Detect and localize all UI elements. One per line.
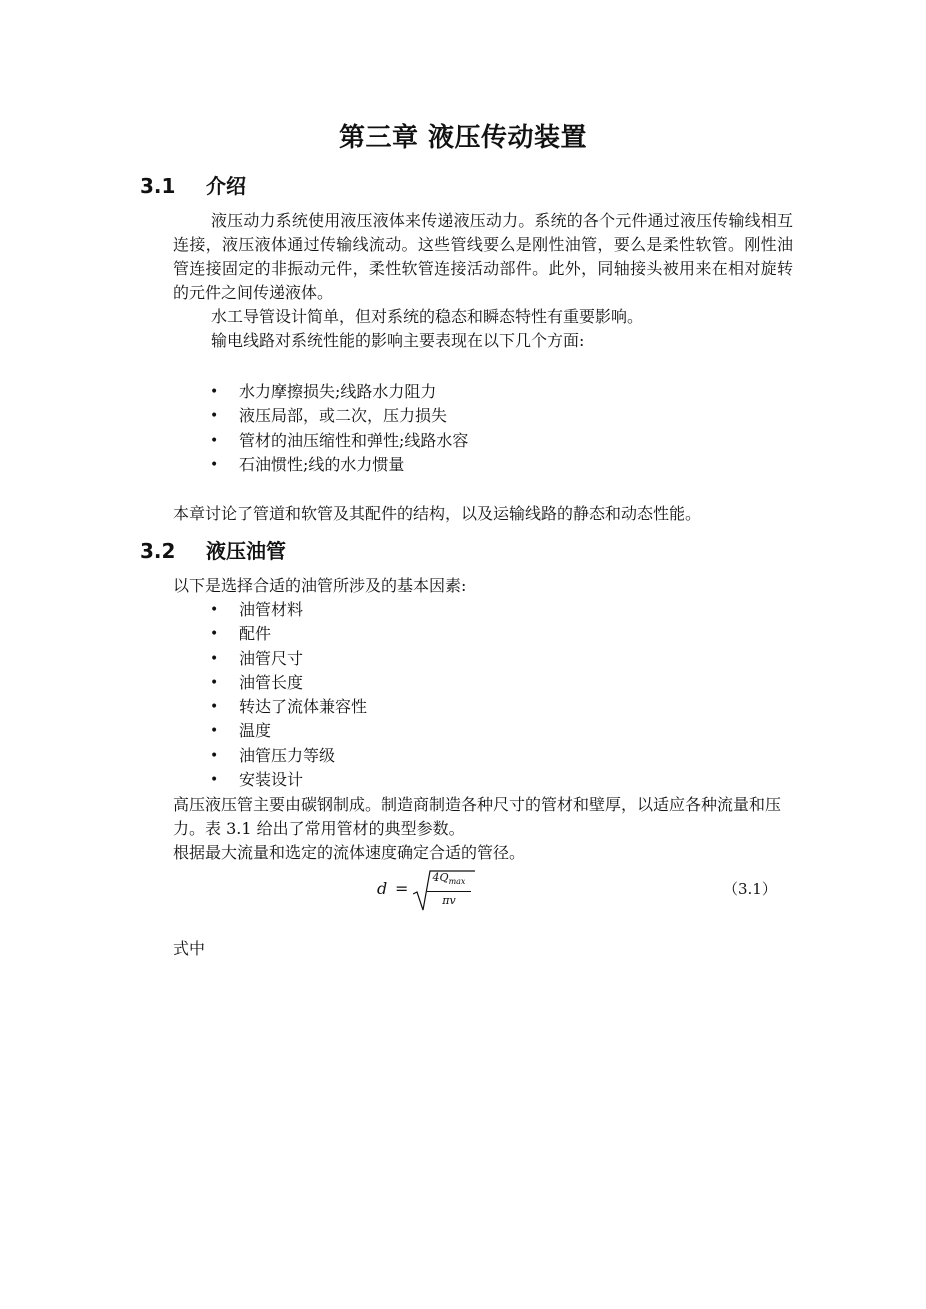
bullet-icon: • xyxy=(210,456,219,473)
bullet-icon: • xyxy=(210,723,219,740)
equation-fraction xyxy=(427,871,471,908)
list-item: • 油管压力等级 xyxy=(210,744,367,768)
bullet-icon: • xyxy=(210,432,219,449)
where-label: 式中 xyxy=(173,939,206,958)
chapter-summary: 本章讨论了管道和软管及其配件的结构，以及运输线路的静态和动态性能。 xyxy=(173,504,702,523)
bullet-icon: • xyxy=(210,408,219,425)
section-title: 介绍 xyxy=(206,174,246,198)
bullet-icon: • xyxy=(210,602,219,618)
list-item: • 管材的油压缩性和弹性;线路水容 xyxy=(210,429,468,453)
list-item: • 水力摩擦损失;线路水力阻力 xyxy=(210,380,468,404)
section-number: 3.2 xyxy=(140,539,176,563)
intro-paragraphs xyxy=(173,209,793,353)
paragraph: 高压液压管主要由碳钢制成。制造商制造各种尺寸的管材和壁厚，以适应各种流量和压力。表 3.1 给出了常用管材的典型参数。 xyxy=(173,795,782,838)
list-item: • 油管材料 xyxy=(210,598,367,622)
paragraph: 根据最大流量和选定的流体速度确定合适的管径。 xyxy=(173,843,526,862)
paragraph: 输电线路对系统性能的影响主要表现在以下几个方面: xyxy=(211,331,585,350)
section-heading-3-1 xyxy=(140,172,246,200)
factors-intro: 以下是选择合适的油管所涉及的基本因素: xyxy=(173,576,467,595)
list-item: • 转达了流体兼容性 xyxy=(210,695,367,719)
fraction-denominator: πv xyxy=(442,894,456,908)
section-title: 液压油管 xyxy=(206,539,286,563)
pipe-paragraphs xyxy=(173,793,793,865)
list-item: • 石油惯性;线的水力惯量 xyxy=(210,453,468,477)
list-item: • 液压局部，或二次，压力损失 xyxy=(210,404,468,428)
bullet-icon: • xyxy=(210,674,219,691)
performance-factor-list xyxy=(210,380,468,477)
fraction-numerator: $4Q_{max}$ xyxy=(432,871,466,887)
list-item: • 温度 xyxy=(210,719,367,743)
chapter-title: 第三章 液压传动装置 xyxy=(338,123,588,153)
bullet-icon: • xyxy=(210,747,219,764)
equation-lhs: d xyxy=(377,879,388,898)
list-item: • 安装设计 xyxy=(210,768,367,792)
list-item: • 油管尺寸 xyxy=(210,647,367,671)
equation-number: （3.1） xyxy=(723,880,777,898)
bullet-icon: • xyxy=(210,772,219,789)
paragraph: 液压动力系统使用液压液体来传递液压动力。系统的各个元件通过液压传输线相互连接，液压液体通过传输线流动。这些管线要么是刚性油管，要么是柔性软管。刚性油管连接固定的非振动元件，柔性软管连接活动部件。此外，同轴接头被用来在相对旋转的元件之间传递液体。 xyxy=(173,211,793,302)
list-item: • 配件 xyxy=(210,622,367,646)
pipe-factor-list xyxy=(210,598,367,792)
bullet-icon: • xyxy=(210,626,219,643)
bullet-icon: • xyxy=(210,384,219,400)
equation-equals: = xyxy=(395,879,409,898)
section-heading-3-2 xyxy=(140,537,286,565)
list-item: • 油管长度 xyxy=(210,671,367,695)
section-number: 3.1 xyxy=(140,174,176,198)
fraction-bar xyxy=(427,891,471,892)
bullet-icon: • xyxy=(210,699,219,716)
paragraph: 水工导管设计简单，但对系统的稳态和瞬态特性有重要影响。 xyxy=(211,307,644,326)
bullet-icon: • xyxy=(210,650,219,667)
